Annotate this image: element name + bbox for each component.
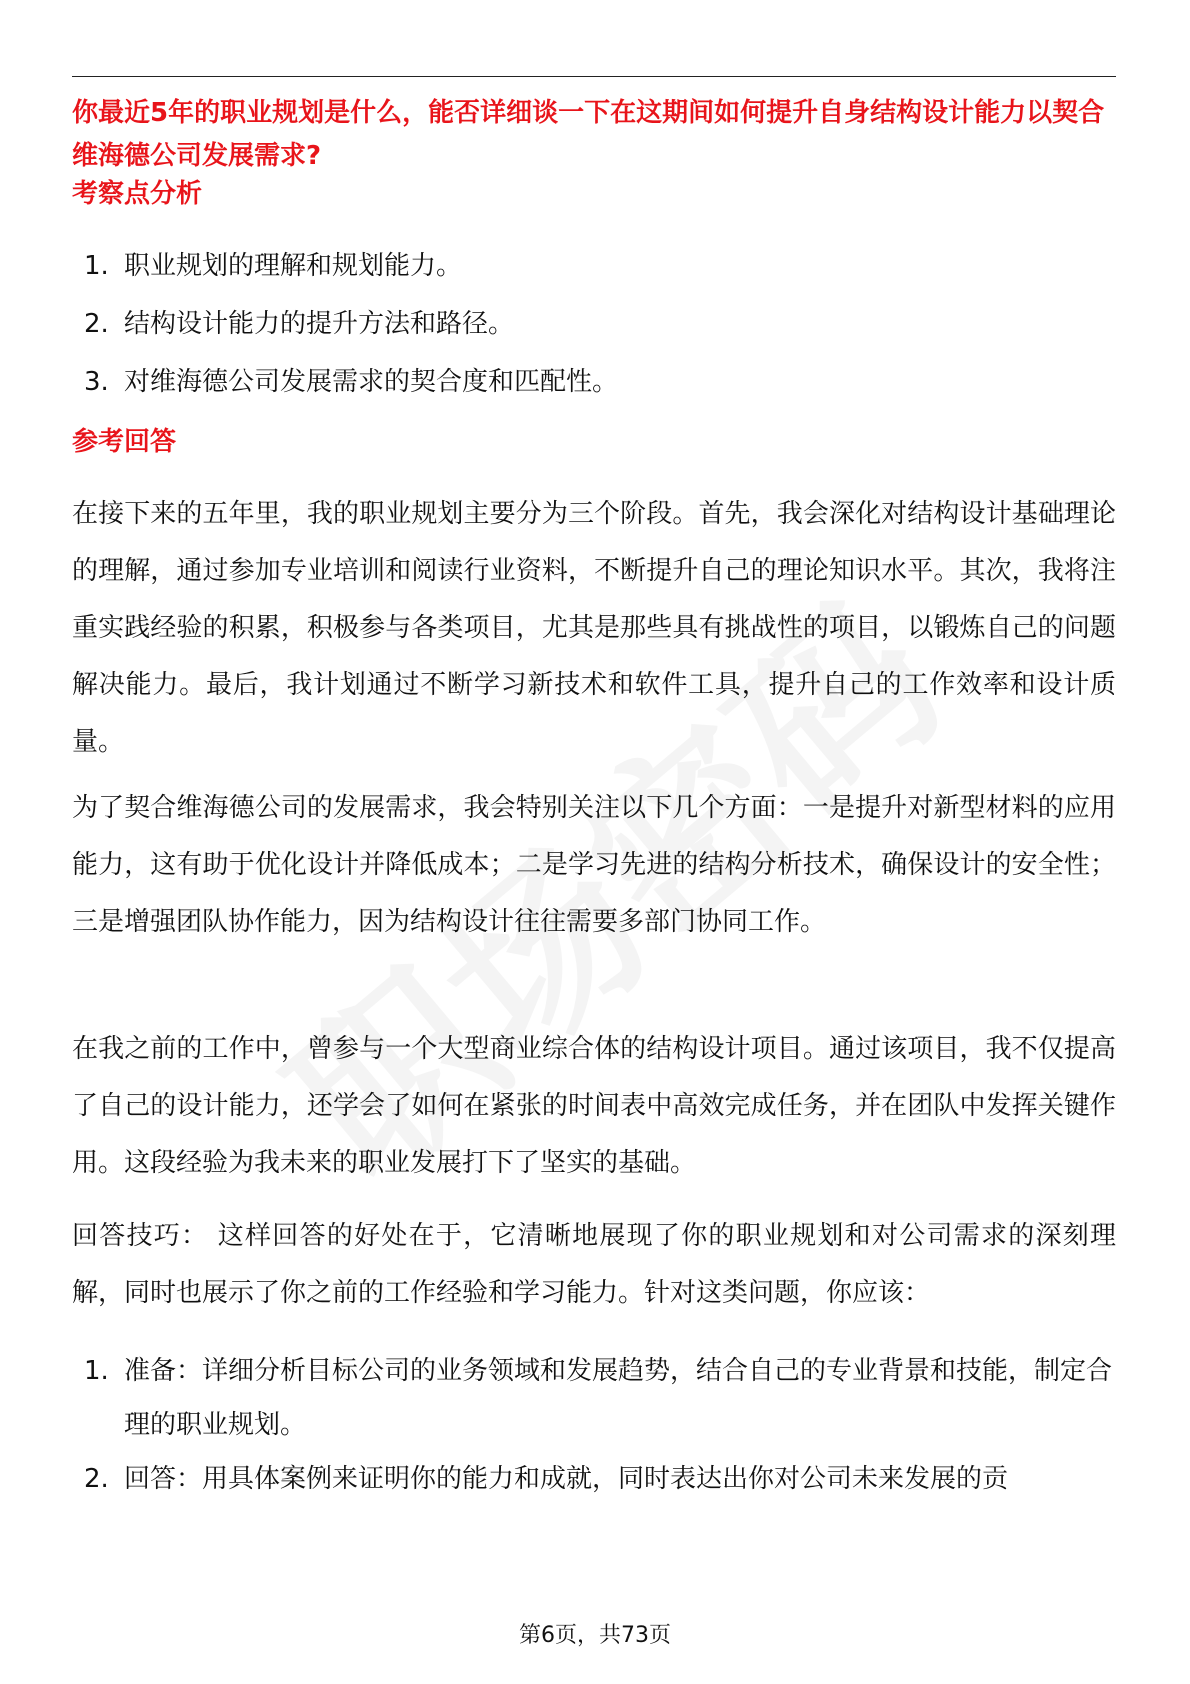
analysis-list — [72, 237, 1116, 411]
list-number: 1. — [84, 1356, 109, 1386]
list-number: 2. — [84, 309, 109, 339]
list-text: 对维海德公司发展需求的契合度和匹配性。 — [124, 367, 619, 397]
list-text: 结构设计能力的提升方法和路径。 — [124, 309, 515, 339]
document-page — [72, 0, 1116, 1684]
list-number: 3. — [84, 367, 109, 397]
tips-list — [72, 1344, 1116, 1506]
list-item — [72, 1452, 1116, 1506]
list-text: 职业规划的理解和规划能力。 — [124, 251, 463, 281]
answer-title: 参考回答 — [72, 427, 177, 457]
list-item — [72, 295, 1116, 353]
answer-tips-intro: 回答技巧： 这样回答的好处在于，它清晰地展现了你的职业规划和对公司需求的深刻理解，同时也展示了你之前的工作经验和学习能力。针对这类问题，你应该： — [72, 1221, 1116, 1308]
analysis-title: 考察点分析 — [72, 179, 203, 209]
answer-paragraph: 在接下来的五年里，我的职业规划主要分为三个阶段。首先，我会深化对结构设计基础理论的理解，通过参加专业培训和阅读行业资料，不断提升自己的理论知识水平。其次，我将注重实践经验的积累，积极参与各类项目，尤其是那些具有挑战性的项目，以锻炼自己的问题解决能力。最后，我计划通过不断学习新技术和软件工具，提升自己的工作效率和设计质量。 — [72, 499, 1116, 757]
list-item — [72, 1344, 1116, 1452]
list-text: 回答：用具体案例来证明你的能力和成就，同时表达出你对公司未来发展的贡 — [124, 1464, 1009, 1494]
list-item — [72, 353, 1116, 411]
list-item — [72, 237, 1116, 295]
answer-paragraph: 为了契合维海德公司的发展需求，我会特别关注以下几个方面：一是提升对新型材料的应用能力，这有助于优化设计并降低成本；二是学习先进的结构分析技术，确保设计的安全性；三是增强团队协作能力，因为结构设计往往需要多部门协同工作。 — [72, 793, 1116, 937]
top-divider — [72, 76, 1116, 77]
question-heading: 你最近5年的职业规划是什么，能否详细谈一下在这期间如何提升自身结构设计能力以契合维海德公司发展需求? — [72, 98, 1105, 171]
page-number: 第6页，共73页 — [519, 1623, 671, 1648]
list-text: 准备：详细分析目标公司的业务领域和发展趋势，结合自己的专业背景和技能，制定合理的职业规划。 — [124, 1356, 1113, 1440]
list-number: 1. — [84, 251, 109, 281]
answer-paragraph: 在我之前的工作中，曾参与一个大型商业综合体的结构设计项目。通过该项目，我不仅提高了自己的设计能力，还学会了如何在紧张的时间表中高效完成任务，并在团队中发挥关键作用。这段经验为我未来的职业发展打下了坚实的基础。 — [72, 1034, 1116, 1178]
list-number: 2. — [84, 1464, 109, 1494]
